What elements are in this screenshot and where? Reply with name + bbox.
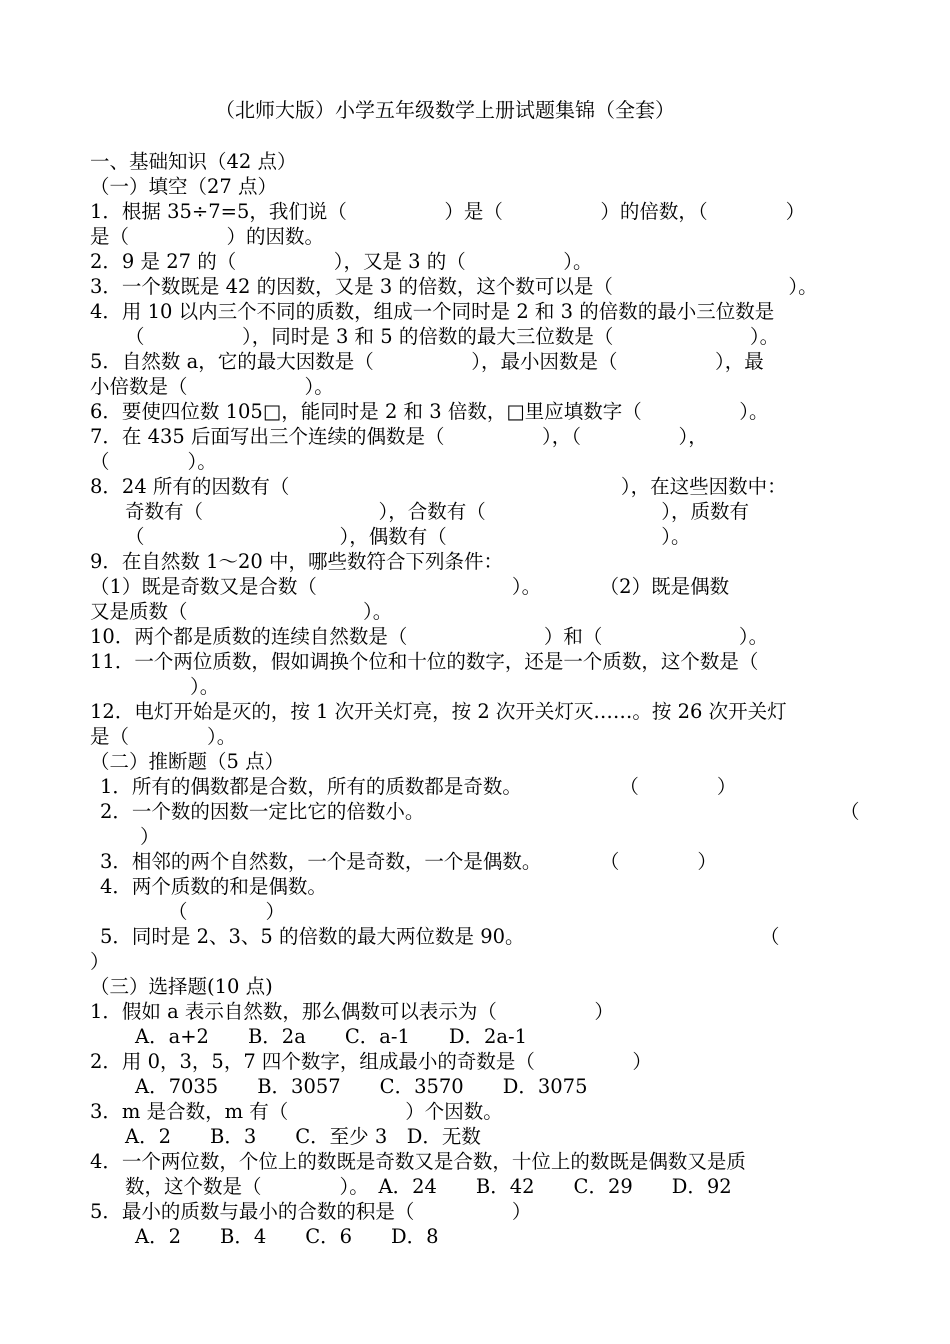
page-title: （北师大版）小学五年级数学上册试题集锦（全套） [215,98,675,122]
subsection-heading-judgement: （二）推断题（5 点） [90,750,285,773]
answer-bracket: ） [140,825,160,848]
subsection-heading-choice: （三）选择题(10 点) [90,975,273,998]
answer-bracket: （ ） [168,900,286,923]
question-line: （ ），同时是 3 和 5 的倍数的最大三位数是（ ）。 [125,325,780,348]
section-heading: 一、基础知识（42 点） [90,150,297,173]
question-line: 奇数有（ ），合数有（ ），质数有 [125,500,750,523]
question-line: 8．24 所有的因数有（ ），在这些因数中： [90,475,787,498]
subsection-heading-fill-blank: （一）填空（27 点） [90,175,278,198]
question-line: 11．一个两位质数，假如调换个位和十位的数字，还是一个质数，这个数是（ [90,650,759,673]
question-line: 4．用 10 以内三个不同的质数，组成一个同时是 2 和 3 的倍数的最小三位数是 [90,300,775,323]
choice-options: A．2 B．4 C．6 D．8 [135,1225,439,1248]
choice-options: A．a+2 B．2a C．a-1 D．2a-1 [135,1025,528,1048]
question-line: ）。 [190,675,220,698]
question-line: 2．用 0，3，5，7 四个数字，组成最小的奇数是（ ） [90,1050,652,1073]
answer-bracket: ） [90,950,110,973]
question-line: 2．一个数的因数一定比它的倍数小。 [100,800,425,823]
question-line: 4．一个两位数，个位上的数既是奇数又是合数，十位上的数既是偶数又是质 [90,1150,746,1173]
question-line: 5．同时是 2、3、5 的倍数的最大两位数是 90。 [100,925,525,948]
question-line: 3．一个数既是 42 的因数，又是 3 的倍数，这个数可以是（ ）。 [90,275,818,298]
question-line: 数，这个数是（ ）。 A．24 B．42 C．29 D．92 [125,1175,732,1198]
question-line: 12．电灯开始是灭的，按 1 次开关灯亮，按 2 次开关灯灭……。按 26 次开关灯 [90,700,787,723]
choice-options: A．2 B．3 C．至少 3 D．无数 [125,1125,481,1148]
question-line: 是（ ）。 [90,725,237,748]
question-line: 是（ ）的因数。 [90,225,325,248]
question-line: 3．相邻的两个自然数，一个是奇数，一个是偶数。 （ ） [100,850,717,873]
choice-options: A．7035 B．3057 C．3570 D．3075 [135,1075,588,1098]
question-line: 1．假如 a 表示自然数，那么偶数可以表示为（ ） [90,1000,614,1023]
question-line: （1）既是奇数又是合数（ ）。 （2）既是偶数 [90,575,730,598]
question-line: （ ），偶数有（ ）。 [125,525,691,548]
answer-bracket: （ [840,800,860,823]
question-line: 4．两个质数的和是偶数。 [100,875,327,898]
question-line: 又是质数（ ）。 [90,600,393,623]
question-line: （ ）。 [90,450,217,473]
question-line: 3．m 是合数，m 有（ ）个因数。 [90,1100,503,1123]
answer-bracket: （ [760,925,780,948]
question-line: 6．要使四位数 105□，能同时是 2 和 3 倍数，□里应填数字（ ）。 [90,400,769,423]
question-line: 1．所有的偶数都是合数，所有的质数都是奇数。 （ ） [100,775,737,798]
question-line: 5．最小的质数与最小的合数的积是（ ） [90,1200,532,1223]
question-line: 2．9 是 27 的（ ），又是 3 的（ ）。 [90,250,593,273]
question-line: 7．在 435 后面写出三个连续的偶数是（ ），（ ）， [90,425,708,448]
question-line: 10．两个都是质数的连续自然数是（ ）和（ ）。 [90,625,769,648]
question-line: 5．自然数 a，它的最大因数是（ ），最小因数是（ ），最 [90,350,764,373]
question-line: 小倍数是（ ）。 [90,375,334,398]
question-line: 9．在自然数 1～20 中，哪些数符合下列条件： [90,550,504,573]
question-line: 1．根据 35÷7=5，我们说（ ）是（ ）的倍数，（ ） [90,200,806,223]
